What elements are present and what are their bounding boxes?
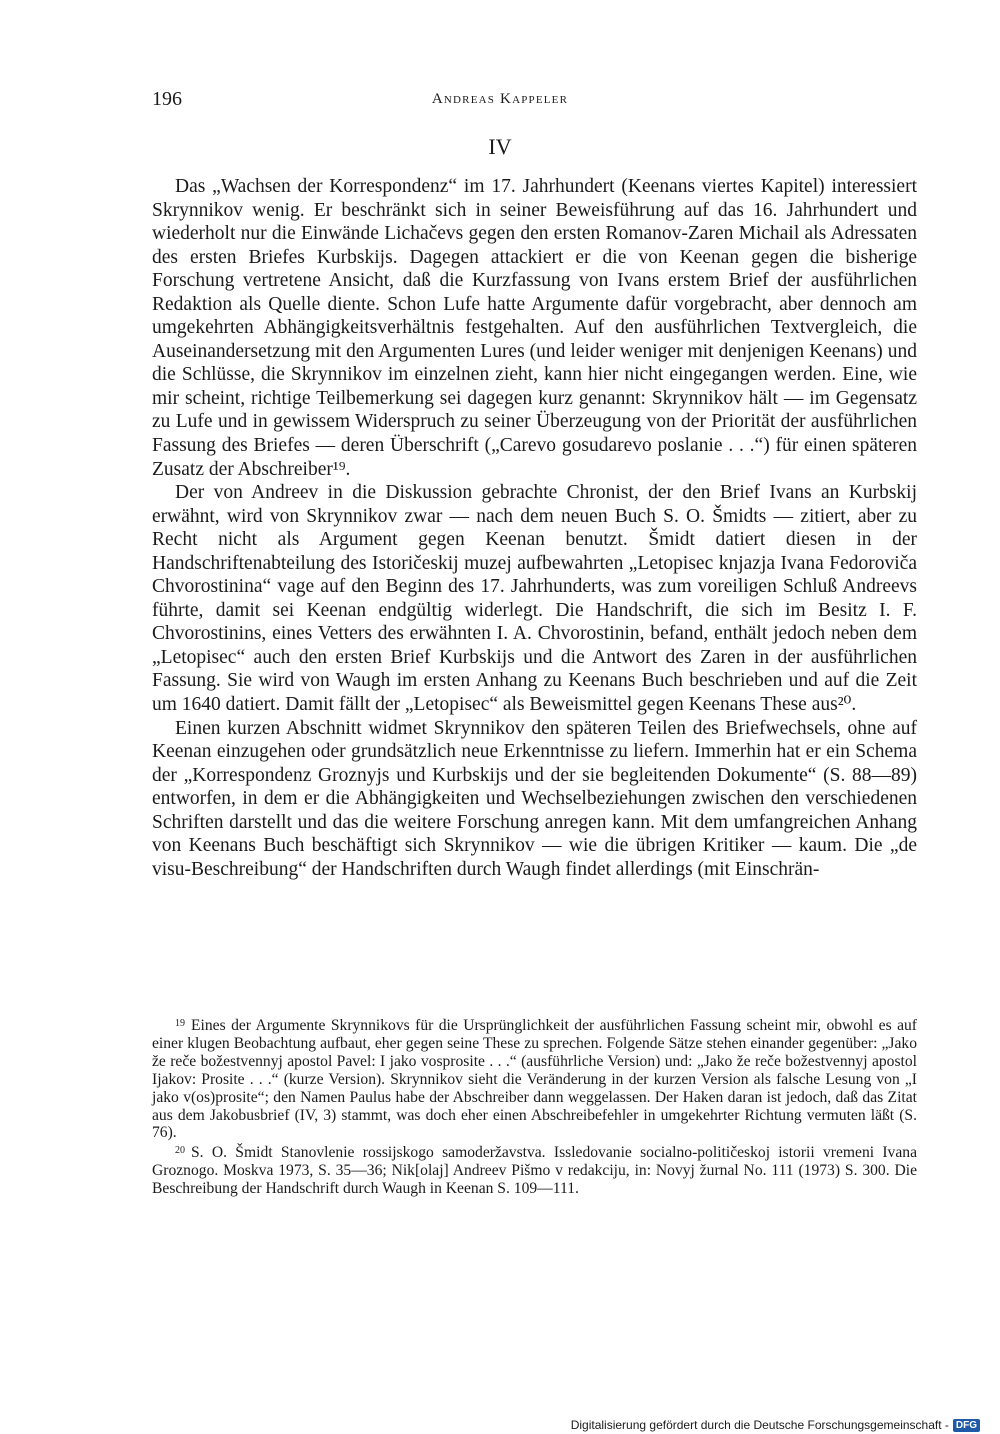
credit-text: Digitalisierung gefördert durch die Deutsche Forschungsgemeinschaft - [570,1418,949,1432]
footnote-20 [152,1142,917,1198]
body-text [152,175,917,881]
paragraph-1: Das „Wachsen der Korrespondenz“ im 17. Jahrhundert (Keenans viertes Kapitel) interessiert Skrynnikov wenig. Er beschränkt sich in seiner Beweisführung auf das 16. Jahrhundert und wiederholt nur die Einwände Lichačevs gegen den ersten Romanov-Zaren Michail als Adressaten des ersten Briefes Kurbskijs. Dagegen attackiert er die von Keenan gegen die bisherige Forschung vertretene Ansicht, daß die Kurzfassung von Ivans erstem Brief der ausführlichen Redaktion als Quelle diente. Schon Lufe hatte Argumente dafür vorgebracht, aber dennoch am umgekehrten Abhängigkeitsverhältnis festgehalten. Auf den ausführlichen Textvergleich, die Auseinandersetzung mit den Argumenten Lures (und leider weniger mit denjenigen Keenans) und die Schlüsse, die Skrynnikov im einzelnen zieht, kann hier nicht eingegangen werden. Eine, wie mir scheint, richtige Teilbemerkung sei dagegen kurz genannt: Skrynnikov hält — im Gegensatz zu Lufe und in gewissem Widerspruch zu seiner Überzeugung von der Priorität der ausführlichen Fassung des Briefes — deren Überschrift („Carevo gosudarevo poslanie . . .“) für einen späteren Zusatz der Abschreiber¹⁹. [152,176,917,480]
section-heading: IV [488,134,512,159]
footnotes [152,1015,917,1198]
footnote-19 [152,1015,917,1142]
footnote-text: Eines der Argumente Skrynnikovs für die Ursprünglichkeit der ausführlichen Fassung scheint mir, obwohl es auf einer klugen Beobachtung aufbaut, eher gegen seine These zu sprechen. Folgende Sätze stehen einander gegenüber: „Jako že reče božestvennyj apostol Pavel: I jako vosprosite . . .“ (ausführliche Version) und: „Jako že reče božestvennyj apostol Ijakov: Prosite . . .“ (kurze Version). Skrynnikov sieht die Veränderung in der kurzen Version als falsche Lesung von „I jako v(os)prosite“; den Namen Paulus habe der Abschreiber dann weggelassen. Der Haken daran ist jedoch, daß das Zitat aus dem Jakobusbrief (IV, 3) stammt, was doch eher einen Abschreibefehler in umgekehrter Richtung vermuten läßt (S. 76). [152,1017,917,1142]
footnote-text: S. O. Šmidt Stanovlenie rossijskogo samoderžavstva. Issledovanie socialno-političeskoj istorii vremeni Ivana Groznogo. Moskva 1973, S. 35—36; Nik[olaj] Andreev Pišmo v redakciju, in: Novyj žurnal No. 111 (1973) S. 300. Die Beschreibung der Handschrift durch Waugh in Keenan S. 109—111. [152,1144,917,1198]
digitization-credit [571,1418,980,1432]
paragraph-2: Der von Andreev in die Diskussion gebrachte Chronist, der den Brief Ivans an Kurbskij erwähnt, wird von Skrynnikov zwar — nach dem neuen Buch S. O. Šmidts — zitiert, aber zu Recht nicht als Argument gegen Keenan benutzt. Šmidt datiert diesen in der Handschriftenabteilung des Istoričeskij muzej aufbewahrten „Letopisec knjazja Ivana Fedoroviča Chvorostinina“ vage auf den Beginn des 17. Jahrhunderts, was zum voreiligen Schluß Andreevs führte, damit sei Keenan endgültig widerlegt. Die Handschrift, die sich im Besitz I. F. Chvorostinins, eines Vetters des erwähnten I. A. Chvorostinin, befand, enthält jedoch neben dem „Letopisec“ auch den ersten Brief Kurbskijs und die Antwort des Zaren in der ausführlichen Fassung. Sie wird von Waugh im ersten Anhang zu Keenans Buch beschrieben und auf die Zeit um 1640 datiert. Damit fällt der „Letopisec“ als Beweismittel gegen Keenans These aus²⁰. [152,482,917,716]
page-number: 196 [152,88,182,110]
running-head: Andreas Kappeler [431,91,569,107]
footnote-number: 19 [175,1018,185,1029]
footnote-number: 20 [175,1145,185,1157]
paragraph-3: Einen kurzen Abschnitt widmet Skrynnikov den späteren Teilen des Briefwechsels, ohne auf Keenan einzugehen oder grundsätzlich neue Erkenntnisse zu liefern. Immerhin hat er ein Schema der „Korrespondenz Groznyjs und Kurbskijs und der sie begleitenden Dokumente“ (S. 88—89) entworfen, in dem er die Abhängigkeiten und Wechselbeziehungen zwischen den verschiedenen Schriften darstellt und das die weitere Forschung anregen kann. Mit dem umfangreichen Anhang von Keenans Buch beschäftigt sich Skrynnikov — wie die übrigen Kritiker — kaum. Die „de visu-Beschreibung“ der Handschriften durch Waugh findet allerdings (mit Einschrän- [152,717,917,880]
dfg-logo-icon: DFG [953,1419,980,1432]
